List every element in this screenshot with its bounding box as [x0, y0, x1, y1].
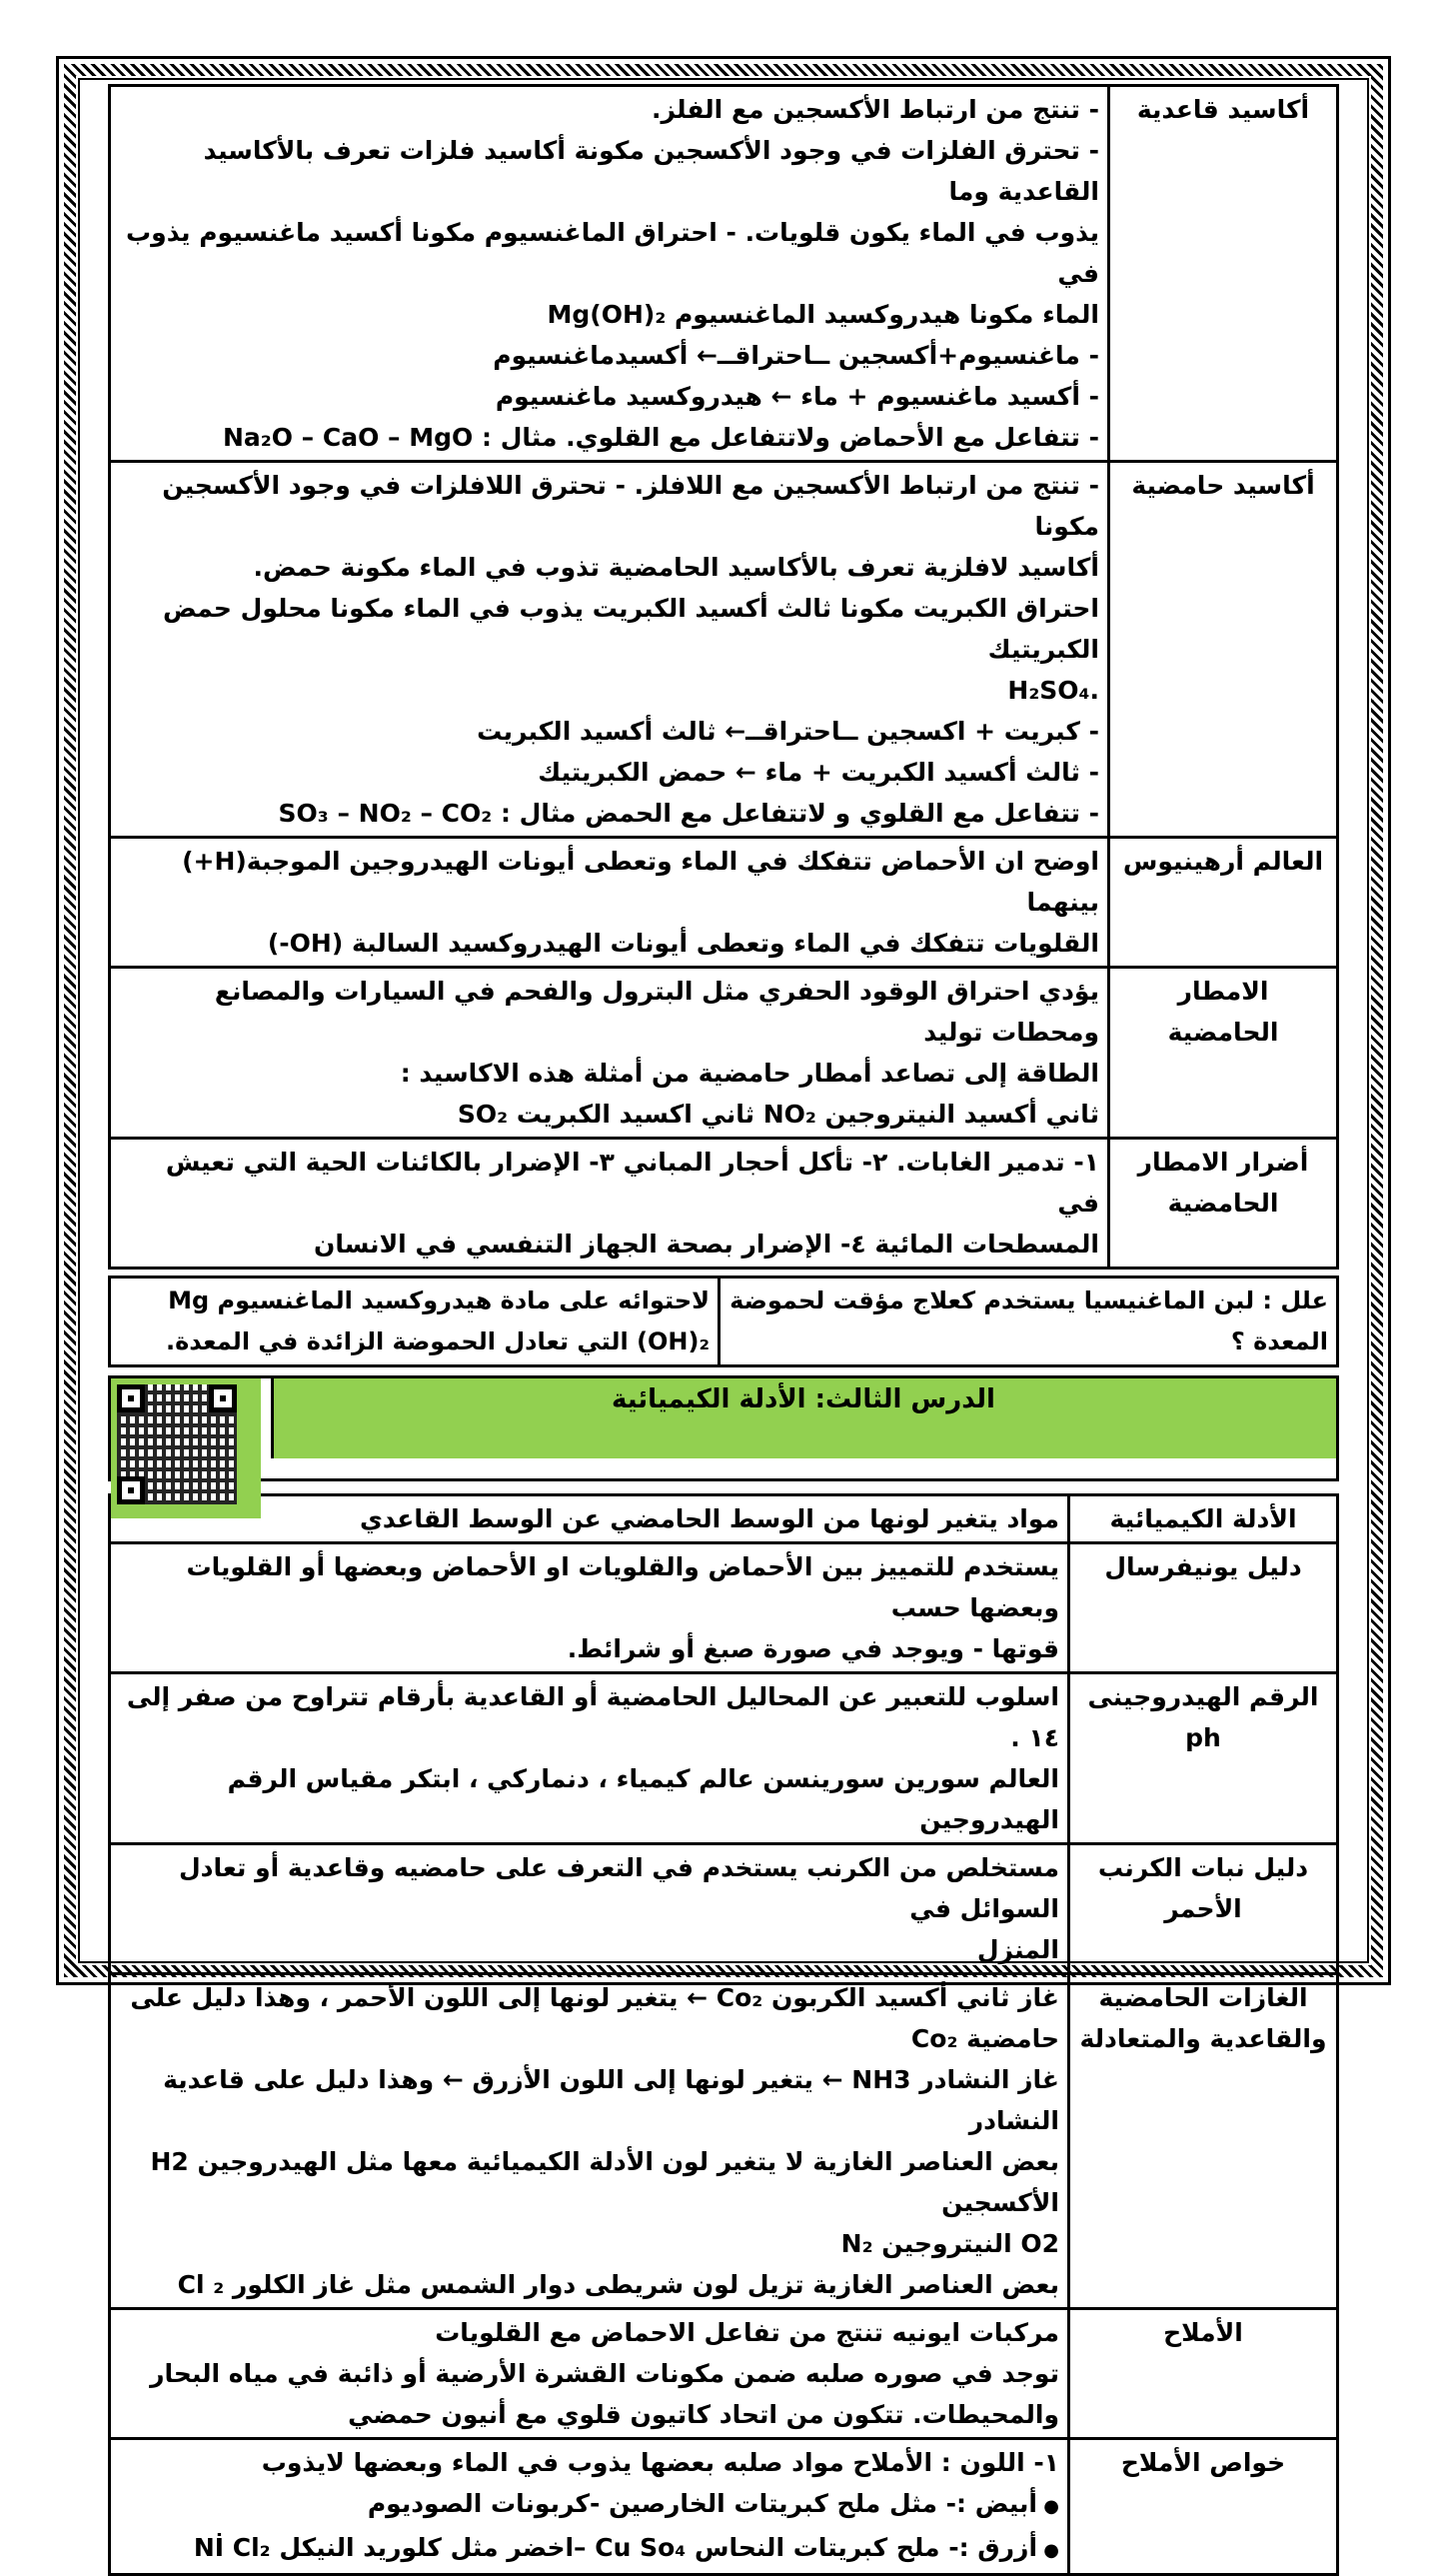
list-item: حامضية Co₂ [910, 2024, 1059, 2053]
lesson-title: الدرس الثالث: الأدلة الكيميائية [612, 1384, 995, 1414]
list-item: والمحيطات. تتكون من اتحاد كاتيون قلوي مع أنيون حمضي [348, 2400, 1059, 2429]
definition-ph [110, 1673, 1069, 1844]
list-item: المسطحات المائية ٤- الإضرار بصحة الجهاز التنفسي في الانسان [314, 1230, 1099, 1259]
list-item: غاز النشادر NH3 ← يتغير لونها إلى اللون الأزرق ← وهذا دليل على قاعدية النشادر [163, 2065, 1059, 2135]
list-item: الطاقة إلى تصاعد أمطار حامضية من أمثلة هذه الاكاسيد : [400, 1059, 1099, 1088]
list-item: مركبات ايونيه تنتج من تفاعل الاحماض مع القلويات [435, 2318, 1059, 2347]
list-item: يؤدي احتراق الوقود الحفري مثل البترول والفحم في السيارات والمصانع ومحطات توليد [214, 977, 1099, 1047]
term-salts: الأملاح [1069, 2309, 1338, 2439]
list-item: - كبريت + اكسجين ــاحتراقــ← ثالث أكسيد الكبريت [119, 711, 1099, 752]
term-ph: الرقم الهيدروجينى ph [1069, 1673, 1338, 1844]
table-row [110, 462, 1338, 838]
table-row [110, 1844, 1338, 1974]
list-item: قوتها - ويوجد في صورة صبغ أو شرائط. [567, 1634, 1059, 1663]
list-item: - تتفاعل مع الأحماض ولاتتفاعل مع القلوي. مثال : Na₂O – CaO – MgO [119, 417, 1099, 458]
list-item: الماء مكونا هيدروكسيد الماغنسيوم Mg(OH)₂ [547, 300, 1099, 329]
list-item: بعض العناصر الغازية لا يتغير لون الأدلة الكيميائية معها مثل الهيدروجين H2 الأكسجين [150, 2147, 1059, 2217]
list-item: O2 النيتروجين N₂ [840, 2229, 1059, 2258]
list-item: ● أزرق :- ملح كبريتات النحاس Cu So₄ –اخضر مثل كلوريد النيكل Nİ Cl₂ [119, 2527, 1059, 2571]
table-row [110, 1673, 1338, 1844]
table-row [110, 1543, 1338, 1673]
list-item: - ماغنسيوم+أكسجين ــاحتراقــ← أكسيدماغنسيوم [119, 335, 1099, 376]
definition-acid-rain [110, 968, 1109, 1139]
table-row [110, 838, 1338, 968]
list-item: يذوب في الماء يكون قلويات. - احتراق الماغنسيوم مكونا أكسيد ماغنسيوم يذوب في [126, 218, 1099, 288]
list-item: القلويات تتفكك في الماء وتعطى أيونات الهيدروكسيد السالبة (OH-) [267, 929, 1099, 958]
definition-arrhenius [110, 838, 1109, 968]
list-item: .H₂SO₄ [1007, 676, 1099, 705]
definition-acid-rain-damage [110, 1139, 1109, 1269]
list-item: توجد في صوره صلبه ضمن مكونات القشرة الأرضية أو ذائبة في مياه البحار [150, 2359, 1059, 2388]
term-gases: الغازات الحامضية والقاعدية والمتعادلة [1069, 1974, 1338, 2309]
term-red-cabbage: دليل نبات الكرنب الأحمر [1069, 1844, 1338, 1974]
table-row [110, 1278, 1338, 1366]
term-acidic-oxides: أكاسيد حامضية [1109, 462, 1338, 838]
table-row [110, 1974, 1338, 2309]
list-item: بعض العناصر الغازية تزيل لون شريطى دوار الشمس مثل غاز الكلور Cl ₂ [177, 2270, 1059, 2299]
table-row [110, 1139, 1338, 1269]
list-item: - تحترق الفلزات في وجود الأكسجين مكونة أكاسيد فلزات تعرف بالأكاسيد القاعدية وما [119, 130, 1099, 212]
table-row [110, 86, 1338, 462]
list-item: اوضح ان الأحماض تتفكك في الماء وتعطى أيونات الهيدروجين الموجبة(H+) بينهما [182, 847, 1099, 917]
definition-salt-properties [110, 2439, 1069, 2575]
list-item: اسلوب للتعبير عن المحاليل الحامضية أو القاعدية بأرقام تتراوح من صفر إلى ١٤ . [126, 1682, 1059, 1752]
table-row [110, 968, 1338, 1139]
list-item: ● أبيض :- مثل ملح كبريتات الخارصين -كربونات الصوديوم [119, 2483, 1059, 2527]
document-content [108, 84, 1339, 2576]
term-arrhenius: العالم أرهينيوس [1109, 838, 1338, 968]
list-item: ثاني أكسيد النيتروجين NO₂ ثاني اكسيد الكبريت SO₂ [457, 1100, 1099, 1129]
indicators-table [108, 1493, 1339, 2576]
term-universal-indicator: دليل يونيفرسال [1069, 1543, 1338, 1673]
definition-gases [110, 1974, 1069, 2309]
list-item: - أكسيد ماغنسيوم + ماء ← هيدروكسيد ماغنسيوم [119, 376, 1099, 417]
list-item: غاز ثاني أكسيد الكربون Co₂ ← يتغير لونها إلى اللون الأحمر ، وهذا دليل على [130, 1983, 1059, 2012]
list-item: مستخلص من الكرنب يستخدم في التعرف على حامضيه وقاعدية أو تعادل السوائل في [178, 1853, 1059, 1923]
table-row [110, 2439, 1338, 2575]
definition-universal-indicator [110, 1543, 1069, 1673]
term-acid-rain: الامطار الحامضية [1109, 968, 1338, 1139]
why-question-table [108, 1276, 1339, 1367]
list-item: ١- اللون : الأملاح مواد صلبه بعضها يذوب في الماء وبعضها لايذوب [261, 2448, 1059, 2477]
term-acid-rain-damage: أضرار الامطار الحامضية [1109, 1139, 1338, 1269]
list-item: مواد يتغير لونها من الوسط الحامضي عن الوسط القاعدي [359, 1504, 1059, 1533]
definition-red-cabbage [110, 1844, 1069, 1974]
qr-code-icon [117, 1384, 237, 1504]
table-row [110, 2309, 1338, 2439]
list-item: - تنتج من ارتباط الأكسجين مع الفلز. [119, 89, 1099, 130]
list-item: - تنتج من ارتباط الأكسجين مع اللافلز. - تحترق اللافلزات في وجود الأكسجين مكونا [119, 465, 1099, 547]
definition-salts [110, 2309, 1069, 2439]
list-item: أكاسيد لافلزية تعرف بالأكاسيد الحامضية تذوب في الماء مكونة حمض. [253, 553, 1099, 582]
why-answer: لاحتوائه على مادة هيدروكسيد الماغنسيوم Mg (OH)₂ التي تعادل الحموضة الزائدة في المعدة. [110, 1278, 720, 1366]
term-salt-properties: خواص الأملاح [1069, 2439, 1338, 2575]
list-item: المنزل [976, 1935, 1059, 1964]
list-item: احتراق الكبريت مكونا ثالث أكسيد الكبريت يذوب في الماء مكونا محلول حمض الكبريتيك [163, 594, 1099, 664]
why-question: علل : لبن الماغنيسيا يستخدم كعلاج مؤقت لحموضة المعدة ؟ [720, 1278, 1338, 1366]
oxides-table [108, 84, 1339, 1270]
list-item: - ثالث أكسيد الكبريت + ماء ← حمض الكبريتيك [119, 752, 1099, 793]
table-row [110, 1495, 1338, 1543]
list-item: ١- تدمير الغابات. ٢- تأكل أحجار المباني ٣- الإضرار بالكائنات الحية التي تعيش في [165, 1148, 1099, 1218]
list-item: - تتفاعل مع القلوي و لاتتفاعل مع الحمض مثال : SO₃ – NO₂ – CO₂ [119, 793, 1099, 834]
definition-acidic-oxides [110, 462, 1109, 838]
list-item: يستخدم للتمييز بين الأحماض والقلويات او الأحماض وبعضها أو القلويات وبعضها حسب [186, 1552, 1059, 1622]
term-chemical-indicators: الأدلة الكيميائية [1069, 1495, 1338, 1543]
term-basic-oxides: أكاسيد قاعدية [1109, 86, 1338, 462]
lesson-header [108, 1375, 1339, 1481]
definition-basic-oxides [110, 86, 1109, 462]
list-item: العالم سورين سورينسن عالم كيمياء ، دنماركي ، ابتكر مقياس الرقم الهيدروجين [227, 1764, 1059, 1834]
